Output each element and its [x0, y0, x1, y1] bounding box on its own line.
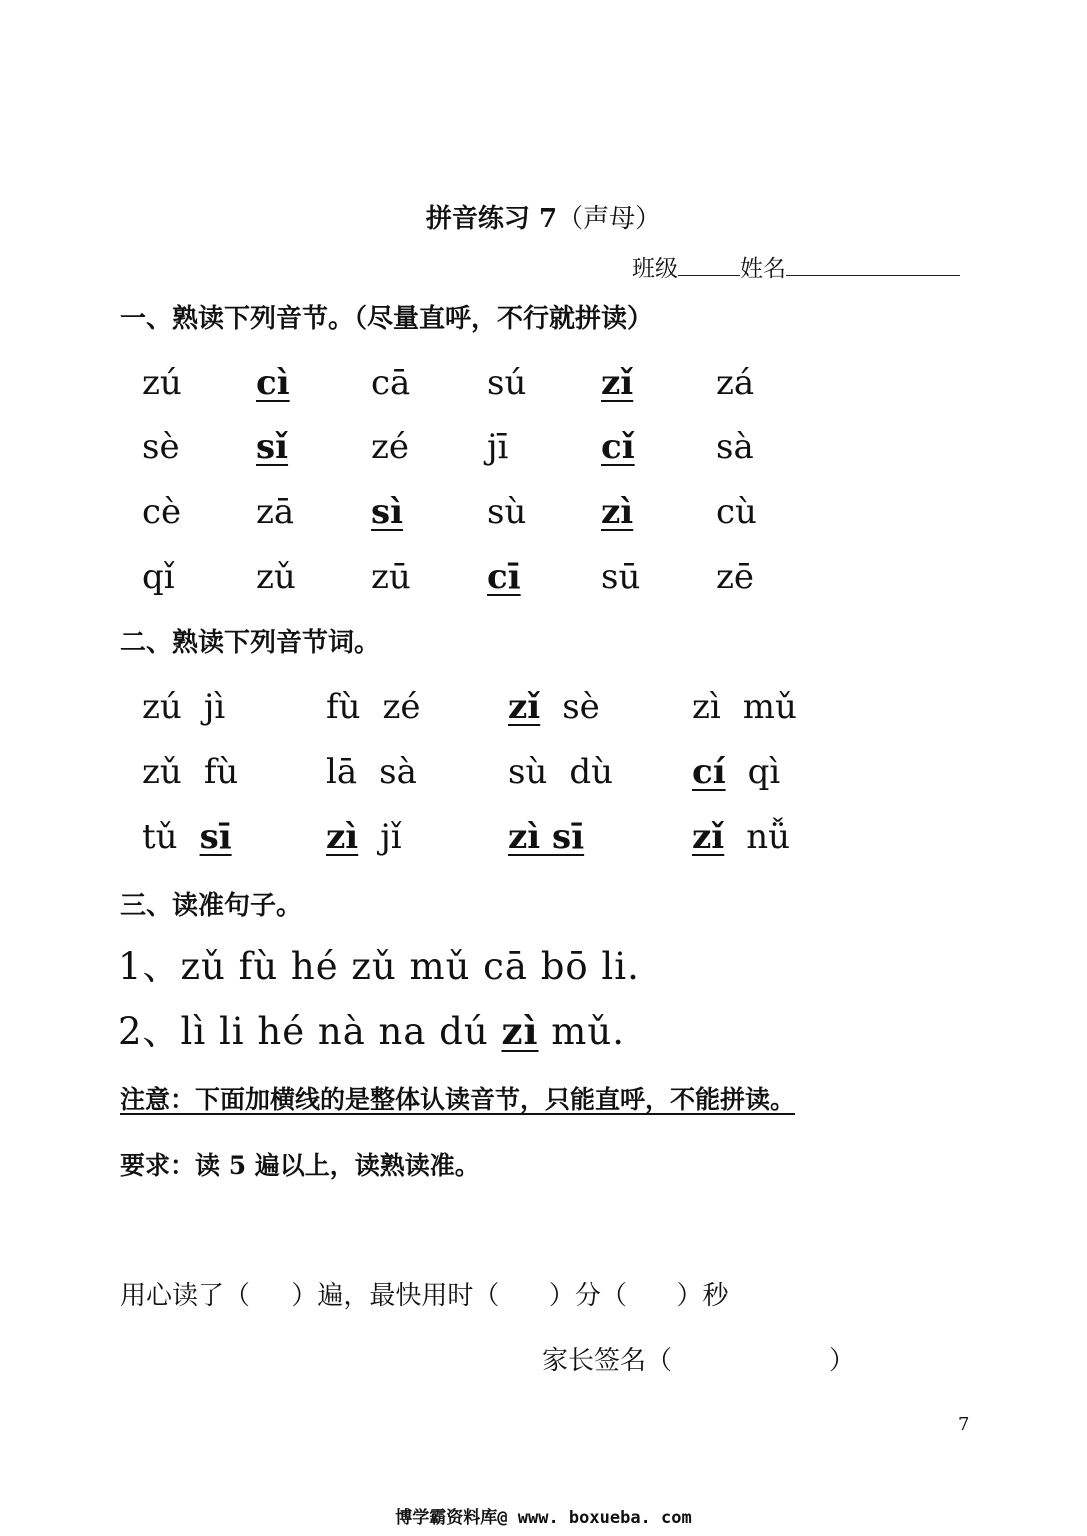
word-syllable: zì	[326, 817, 359, 857]
syllable-word	[142, 817, 232, 857]
syllable-word	[692, 752, 781, 792]
section1-heading: 一、熟读下列音节。（尽量直呼，不行就拼读）	[120, 304, 654, 334]
word-syllable: sà	[379, 752, 417, 792]
syllable-word	[692, 817, 791, 857]
syllable: zé	[371, 427, 410, 467]
word-syllable: zì sī	[508, 817, 585, 857]
sentence-part: zì	[501, 1009, 539, 1053]
sentence	[118, 945, 640, 988]
syllable: cù	[716, 492, 757, 532]
syllable: zú	[142, 363, 182, 403]
word-syllable: zǐ	[508, 687, 541, 727]
syllable: cǐ	[601, 427, 635, 467]
name-label: 姓名	[740, 256, 786, 282]
syllable-word	[142, 752, 239, 792]
syllable-word	[326, 817, 402, 857]
footer-watermark: 博学霸资料库@ www. boxueba. com	[395, 1508, 692, 1528]
word-syllable: jì	[203, 687, 226, 727]
page-number: 7	[958, 1414, 970, 1435]
class-label: 班级	[632, 256, 678, 282]
word-syllable: qì	[747, 752, 781, 792]
word-syllable: lā	[326, 752, 358, 792]
note-text: 注意：下面加横线的是整体认读音节，只能直呼，不能拼读。	[120, 1085, 796, 1114]
syllable: zá	[716, 363, 755, 403]
syllable: sú	[487, 363, 527, 403]
syllable: zū	[371, 557, 411, 597]
syllable: cì	[256, 363, 290, 403]
word-syllable: jǐ	[380, 817, 402, 857]
syllable-word	[508, 687, 600, 727]
syllable: sǐ	[256, 427, 289, 467]
word-syllable: nǚ	[746, 817, 791, 857]
word-syllable: sè	[562, 687, 600, 727]
sentence-part: 1、zǔ fù hé zǔ mǔ cā bō li.	[118, 945, 640, 988]
word-syllable: zǐ	[692, 817, 725, 857]
word-syllable: sī	[199, 817, 232, 857]
syllable-word	[326, 687, 421, 727]
sentence	[118, 1009, 625, 1053]
word-syllable: fù	[326, 687, 361, 727]
syllable: zǔ	[256, 557, 296, 597]
syllable: sù	[487, 492, 527, 532]
section2-heading: 二、熟读下列音节词。	[120, 628, 381, 658]
syllable: zǐ	[601, 363, 634, 403]
syllable: sà	[716, 427, 754, 467]
syllable: sè	[142, 427, 180, 467]
section3-heading: 三、读准句子。	[120, 891, 303, 921]
word-syllable: dù	[569, 752, 614, 792]
requirement-text: 要求：读 5 遍以上，读熟读准。	[120, 1151, 480, 1180]
word-syllable: sù	[508, 752, 548, 792]
syllable-word	[142, 687, 226, 727]
syllable-word	[326, 752, 417, 792]
syllable-word	[508, 752, 614, 792]
syllable: cī	[487, 557, 521, 597]
word-syllable: cí	[692, 752, 726, 792]
parent-signature: 家长签名（ ）	[542, 1346, 856, 1376]
syllable: zì	[601, 492, 634, 532]
syllable: zē	[716, 557, 755, 597]
syllable: jī	[487, 427, 509, 467]
sentence-part: mǔ.	[538, 1010, 625, 1053]
name-blank	[786, 253, 960, 276]
title-paren: （声母）	[557, 204, 662, 234]
sentence-part: 2、lì li hé nà na dú	[118, 1010, 502, 1053]
syllable: sū	[601, 557, 641, 597]
word-syllable: mǔ	[742, 687, 797, 727]
word-syllable: zǔ	[142, 752, 182, 792]
word-syllable: zì	[692, 687, 721, 727]
syllable: zā	[256, 492, 295, 532]
syllable: cā	[371, 363, 411, 403]
syllable-word	[692, 687, 797, 727]
syllable: cè	[142, 492, 182, 532]
title-main: 拼音练习 7	[425, 204, 558, 234]
class-blank	[678, 253, 740, 276]
word-syllable: zú	[142, 687, 182, 727]
syllable: qǐ	[142, 557, 175, 597]
page-title	[0, 198, 1087, 235]
word-syllable: tǔ	[142, 817, 178, 857]
word-syllable: fù	[203, 752, 239, 792]
reading-record: 用心读了（ ）遍，最快用时（ ）分（ ）秒	[120, 1281, 729, 1311]
word-syllable: zé	[382, 687, 421, 727]
syllable: sì	[371, 492, 404, 532]
syllable-word	[508, 817, 585, 857]
class-name-line	[632, 250, 960, 283]
